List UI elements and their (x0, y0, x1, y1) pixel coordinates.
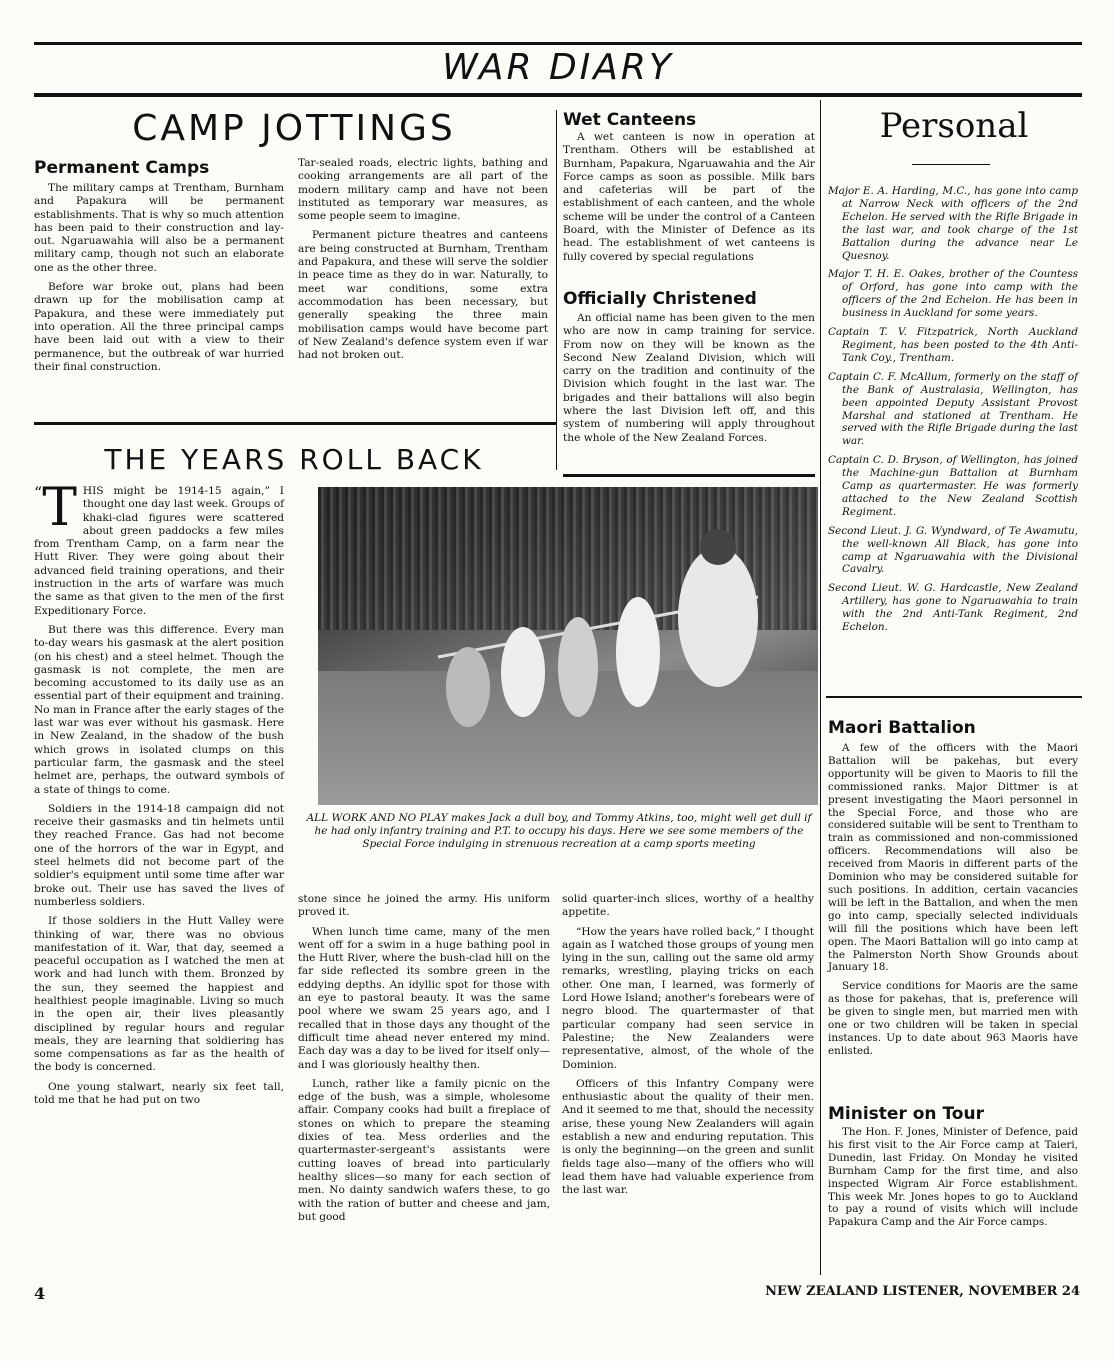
officially-christened-heading: Officially Christened (563, 289, 757, 309)
section-rule (34, 422, 556, 425)
paragraph: The Hon. F. Jones, Minister of Defence, paid his first visit to the Air Force camp at Taieri, Dunedin, last Friday. On Monday he visited Burnham Camp for the first time, and also inspected Wigram Air Force establishment. This week Mr. Jones hopes to go to Auckland to pay a round of visits which will include Papakura Camp and the Air Force camps. (828, 1126, 1078, 1229)
personal-item: Major E. A. Harding, M.C., has gone into camp at Narrow Neck with officers of the 2nd Echelon. He served with the Rifle Brigade in the last war, and took charge of the 1st Battalion during the advance near Le Quesnoy. (828, 185, 1078, 262)
years-col2 (298, 893, 550, 1230)
section-title: WAR DIARY (442, 47, 674, 88)
years-roll-back-title: THE YEARS ROLL BACK (104, 443, 484, 476)
camp-jottings-title: CAMP JOTTINGS (132, 108, 456, 149)
personal-item: Second Lieut. J. G. Wyndward, of Te Awamutu, the well-known All Black, has gone into camp at Ngaruawahia with the Divisional Cavalry. (828, 524, 1078, 576)
paragraph: Tar-sealed roads, electric lights, bathing and cooking arrangements are all part of the modern military camp and have not been instituted as temporary war measures, as some people seem to imagine. (298, 157, 548, 223)
drop-quote: “ (34, 483, 43, 502)
publication-line: NEW ZEALAND LISTENER, NOVEMBER 24 (765, 1284, 1080, 1299)
minister-on-tour-heading: Minister on Tour (828, 1104, 984, 1124)
personal-item: Second Lieut. W. G. Hardcastle, New Zealand Artillery, has gone to Ngaruawahia to train with the 2nd Anti-Tank Regiment, 2nd Echelon. (828, 582, 1078, 634)
paragraph: Before war broke out, plans had been drawn up for the mobilisation camp at Papakura, and these were immediately put into operation. All the three principal camps have been laid out with a view to their permanence, but the outbreak of war hurried their final construction. (34, 281, 284, 373)
paragraph: An official name has been given to the men who are now in camp training for service. From now on they will be known as the Second New Zealand Division, which will carry on the tradition and continuity of the Division which fought in the last war. The brigades and their battalions will also begin where the last Division left off, and this system of numbering will apply throughout the whole of the New Zealand Forces. (563, 312, 815, 444)
lead-paragraph (34, 478, 284, 618)
permanent-camps-heading: Permanent Camps (34, 158, 210, 178)
paragraph: A wet canteen is now in operation at Trentham. Others will be established at Burnham, Papakura, Ngaruawahia and the Air Force camps as soon as possible. Milk bars and cafeterias will be part of the establishment of each canteen, and the whole scheme will be under the control of a Canteen Board, with the Minister of Defence as its head. The establishment of wet canteens is fully covered by special regulations (563, 131, 815, 263)
section-rule (563, 474, 815, 477)
personal-item: Captain T. V. Fitzpatrick, North Auckland Regiment, has been posted to the 4th Anti-Tank Coy., Trentham. (828, 326, 1078, 364)
personal-item: Captain C. D. Bryson, of Wellington, has joined the Machine-gun Battalion at Burnham Camp as quartermaster. He was formerly attached to the New Zealand Scottish Regiment. (828, 454, 1078, 518)
personal-list (828, 185, 1078, 640)
tug-of-war-photo (318, 487, 818, 805)
permanent-camps-col1 (34, 182, 284, 380)
drop-cap: T (42, 478, 77, 538)
paragraph: When lunch time came, many of the men went off for a swim in a huge bathing pool in the Hutt River, where the bush-clad hill on the far side reflected its sombre green in the eddying depths. An idyllic spot for those with an eye to pastoral beauty. It was the same pool where we swam 25 years ago, and I recalled that in those days any thought of the difficult time ahead never entered my mind. Each day was a day to be lived for itself only—and I was gloriously healthy then. (298, 925, 550, 1071)
paragraph: Permanent picture theatres and canteens are being constructed at Burnham, Trentham and Papakura, and these will serve the soldier in peace time as they do in war. Naturally, to meet war conditions, some extra accommodation has been necessary, but generally speaking the three main mobilisation camps would have become part of New Zealand's defence system even if war had not broken out. (298, 229, 548, 362)
maori-battalion-heading: Maori Battalion (828, 718, 976, 738)
paragraph: If those soldiers in the Hutt Valley were thinking of war, there was no obvious manifestation of it. War, that day, seemed a peaceful occupation as I watched the men at work and had lunch with them. Bronzed by the sun, they seemed the happiest and healthiest people imaginable. Living so much in the open air, their lives pleasantly disciplined by regular hours and regular meals, they are learning that soldiering has some compensations as far as the health of the body is concerned. (34, 915, 284, 1074)
paragraph: A few of the officers with the Maori Battalion will be pakehas, but every opportunity will be given to Maoris to fill the commissioned ranks. Major Dittmer is at present investigating the Maori personnel in the Special Force, and those who are considered suitable will be sent to Trentham to train as commissioned and non-commissioned officers. Recommendations will also be received from Maoris in different parts of the Dominion who may be considered suitable for such positions. In addition, certain vacancies will be left in the Battalion, and when the men go into camp, specially selected individuals will fill the positions which have been left open. The Maori Battalion will go into camp at the Palmerston North Show Grounds about January 18. (828, 742, 1078, 974)
maori-battalion-text (828, 742, 1078, 1064)
paragraph: Lunch, rather like a family picnic on the edge of the bush, was a simple, wholesome affair. Company cooks had built a fireplace of stones on which to prepare the steaming dixies of tea. Mess orderlies and the quartermaster-sergeant's assistants were cutting loaves of bread into particularly healthy slices—so many for each section of men. No dainty sandwich wafers these, to go with the ration of butter and cheese and jam, but good (298, 1077, 550, 1223)
personal-heading: Personal (879, 106, 1029, 146)
paragraph: “How the years have rolled back,” I thought again as I watched those groups of young men lying in the sun, calling out the same old army remarks, wrestling, playing tricks on each other. One man, I learned, was formerly of Lord Howe Island; another's forebears were of negro blood. The quartermaster of that particular company had seen service in Palestine; the New Zealanders were representative, almost, of the whole of the Dominion. (562, 925, 814, 1071)
paragraph: Service conditions for Maoris are the same as those for pakehas, that is, preference will be given to single men, but married men with one or two children will be taken in special instances. Up to date about 963 Maoris have enlisted. (828, 980, 1078, 1057)
lead-text: HIS might be 1914-15 again,” I thought one day last week. Groups of khaki-clad figures were scattered about green paddocks a few miles from Trentham Camp, on a farm near the Hutt River. They were going about their advanced field training operations, and their instruction in the arts of warfare was much the same as that given to the men of the first Expeditionary Force. (34, 485, 284, 617)
column-rule (820, 100, 821, 1275)
top-rule (34, 42, 1082, 45)
personal-item: Major T. H. E. Oakes, brother of the Countess of Orford, has gone into camp with the officers of the 2nd Echelon. He has been in business in Auckland for some years. (828, 268, 1078, 320)
wet-canteens-text (563, 131, 815, 270)
column-rule (556, 110, 557, 470)
wet-canteens-heading: Wet Canteens (563, 110, 697, 130)
page-number: 4 (34, 1284, 46, 1303)
paragraph: Officers of this Infantry Company were enthusiastic about the quality of their men. And it seemed to me that, should the necessity arise, these young New Zealanders will again establish a new and enduring reputation. This is only the beginning—on the green and sunlit fields tage also—many of the offiers who will lead them have had valuable experience from the last war. (562, 1077, 814, 1197)
paragraph: The military camps at Trentham, Burnham and Papakura will be permanent establishments. That is why so much attention has been paid to their construction and lay-out. Ngaruawahia will also be a permanent military camp, though not such an elaborate one as the other three. (34, 182, 284, 274)
officially-christened-text (563, 312, 815, 451)
personal-item: Captain C. F. McAllum, formerly on the staff of the Bank of Australasia, Wellington, has been appointed Deputy Assistant Provost Marshal and stationed at Trentham. He served with the Rifle Brigade during the last war. (828, 370, 1078, 448)
paragraph: stone since he joined the army. His uniform proved it. (298, 893, 550, 919)
header-rule (34, 93, 1082, 97)
personal-underline (912, 164, 990, 165)
years-col3 (562, 893, 814, 1204)
paragraph: solid quarter-inch slices, worthy of a healthy appetite. (562, 893, 814, 919)
photo-caption: ALL WORK AND NO PLAY makes Jack a dull boy, and Tommy Atkins, too, might well get dull if he had only infantry training and P.T. to occupy his days. Here we see some members of the Special Force indulging in strenuous recreation at a camp sports meeting (306, 812, 812, 850)
permanent-camps-col2 (298, 157, 548, 368)
paragraph: But there was this difference. Every man to-day wears his gasmask at the alert position (on his chest) and a steel helmet. Though the gasmask is not complete, the men are becoming accustomed to its daily use as an essential part of their equipment and training. No man in France after the early stages of the last war was ever without his gasmask. Here in New Zealand, in the shadow of the bush which grows in isolated clumps on this particular farm, the gasmask and the steel helmet are, perhaps, the outward symbols of a state of things to come. (34, 623, 284, 796)
rope-figures (318, 487, 818, 805)
personal-rule (826, 696, 1082, 698)
years-lead (34, 478, 284, 1113)
paragraph: One young stalwart, nearly six feet tall, told me that he had put on two (34, 1080, 284, 1107)
paragraph: Soldiers in the 1914-18 campaign did not receive their gasmasks and tin helmets until they reached France. Gas had not become one of the horrors of the war in Egypt, and steel helmets did not become part of the soldier's equipment until some time after war broke out. Their use has saved the lives of numberless soldiers. (34, 802, 284, 908)
minister-on-tour-text (828, 1126, 1078, 1235)
